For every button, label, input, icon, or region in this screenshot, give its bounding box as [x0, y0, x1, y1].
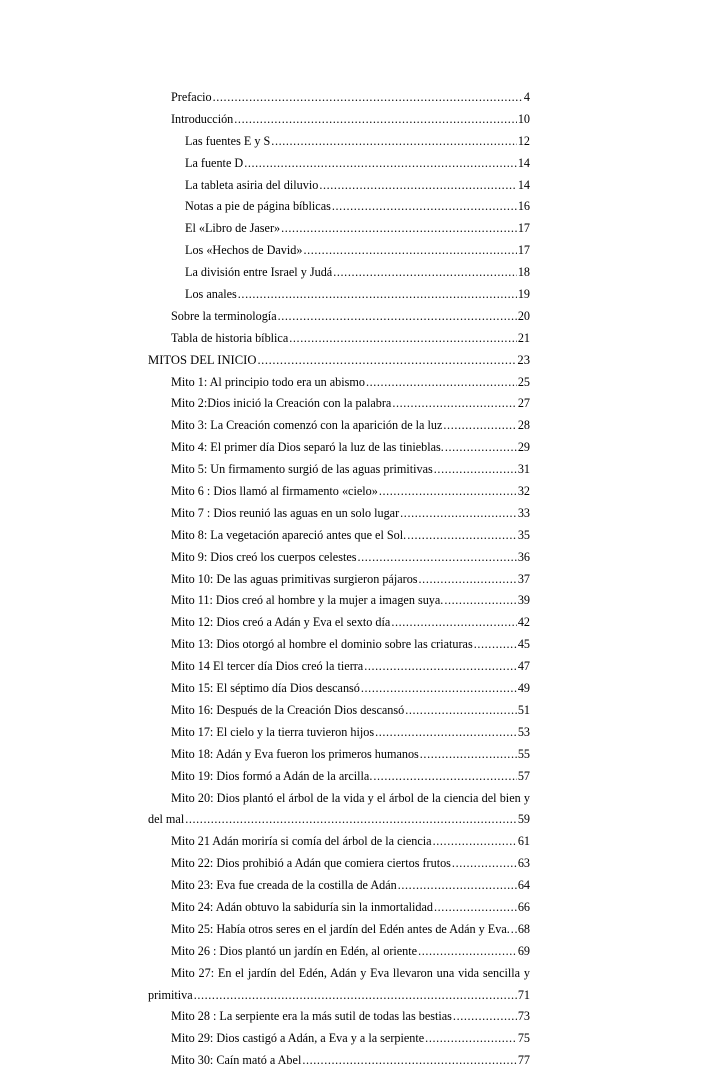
toc-entry-row	[171, 919, 530, 941]
toc-entry-title: Mito 5: Un firmamento surgió de las aguas primitivas	[171, 462, 433, 477]
toc-entry-title: Mito 20: Dios plantó el árbol de la vida y el árbol de la ciencia del bien y	[171, 790, 530, 805]
toc-page-number: 19	[517, 287, 530, 302]
toc-entry-title: Mito 30: Caín mató a Abel	[171, 1053, 302, 1068]
toc-entry-title: El «Libro de Jaser»	[185, 221, 281, 236]
toc-page-number: 27	[517, 396, 530, 411]
dot-leader	[434, 897, 517, 919]
dot-leader	[257, 350, 516, 372]
toc-page-number: 77	[517, 1053, 530, 1068]
toc-entry-title: Mito 8: La vegetación apareció antes que el Sol.	[171, 527, 407, 542]
toc-entry-row	[148, 809, 530, 831]
dot-leader	[271, 131, 517, 153]
toc-entry[interactable]	[148, 1006, 530, 1028]
toc-page-number: 12	[517, 133, 530, 148]
toc-entry-title: Los anales	[185, 287, 237, 302]
toc-entry[interactable]	[148, 569, 530, 591]
toc-page-number: 71	[517, 987, 530, 1002]
toc-entry-title: Mito 18: Adán y Eva fueron los primeros humanos	[171, 746, 419, 761]
toc-entry[interactable]	[148, 788, 530, 832]
toc-entry-title: Mito 17: El cielo y la tierra tuvieron hijos	[171, 724, 375, 739]
toc-page-number: 18	[517, 265, 530, 280]
toc-page-number: 37	[517, 571, 530, 586]
toc-page-number: 59	[517, 812, 530, 827]
dot-leader	[194, 985, 517, 1007]
toc-page-number: 28	[517, 418, 530, 433]
toc-entry[interactable]	[148, 612, 530, 634]
toc-entry-title: Tabla de historia bíblica	[171, 330, 289, 345]
dot-leader	[319, 175, 516, 197]
toc-entry[interactable]	[148, 1050, 530, 1072]
toc-entry-row	[185, 175, 530, 197]
toc-entry-title: Mito 4: El primer día Dios separó la luz de las tinieblas.	[171, 440, 444, 455]
toc-entry[interactable]	[148, 262, 530, 284]
toc-page-number: 33	[517, 505, 530, 520]
toc-page-number: 35	[517, 527, 530, 542]
dot-leader	[333, 262, 517, 284]
toc-entry[interactable]	[148, 766, 530, 788]
dot-leader	[453, 1006, 517, 1028]
toc-entry-title: Mito 10: De las aguas primitivas surgieron pájaros	[171, 571, 418, 586]
dot-leader	[433, 831, 517, 853]
toc-entry[interactable]	[148, 590, 530, 612]
toc-entry[interactable]	[148, 372, 530, 394]
toc-page-number: 32	[517, 484, 530, 499]
toc-entry-row	[171, 372, 530, 394]
toc-entry-title: Mito 23: Eva fue creada de la costilla de Adán	[171, 878, 397, 893]
toc-page-number: 29	[517, 440, 530, 455]
toc-entry-title: Mito 21 Adán moriría si comía del árbol de la ciencia	[171, 834, 432, 849]
toc-entry-title: Mito 13: Dios otorgó al hombre el dominio sobre las criaturas	[171, 637, 473, 652]
toc-entry-title: MITOS DEL INICIO	[148, 352, 257, 367]
toc-page-number: 23	[517, 352, 530, 367]
toc-entry-title: Mito 22: Dios prohibió a Adán que comiera ciertos frutos	[171, 856, 451, 871]
toc-entry-title: Mito 14 El tercer día Dios creó la tierra	[171, 659, 364, 674]
toc-entry[interactable]	[148, 240, 530, 262]
toc-entry-row	[171, 437, 530, 459]
toc-entry[interactable]	[148, 700, 530, 722]
dot-leader	[405, 700, 517, 722]
toc-entry-row	[171, 897, 530, 919]
toc-entry-title: La fuente D	[185, 155, 244, 170]
toc-entry[interactable]	[148, 131, 530, 153]
toc-entry[interactable]	[148, 1028, 530, 1050]
toc-entry[interactable]	[148, 525, 530, 547]
toc-entry[interactable]	[148, 722, 530, 744]
toc-entry-row	[171, 1028, 530, 1050]
toc-entry-title: Mito 24: Adán obtuvo la sabiduría sin la inmortalidad	[171, 899, 433, 914]
toc-entry-row	[171, 875, 530, 897]
toc-entry-title: Sobre la terminología	[171, 308, 277, 323]
dot-leader	[234, 109, 517, 131]
toc-entry[interactable]	[148, 306, 530, 328]
toc-entry-row	[171, 941, 530, 963]
toc-entry[interactable]	[148, 350, 530, 372]
toc-entry[interactable]	[148, 393, 530, 415]
toc-page-number: 21	[517, 330, 530, 345]
toc-entry-title-continuation: del mal	[148, 812, 185, 827]
dot-leader	[379, 481, 517, 503]
toc-entry-row	[171, 328, 530, 350]
toc-entry-row	[171, 766, 530, 788]
toc-entry-title: Introducción	[171, 111, 234, 126]
dot-leader	[418, 941, 517, 963]
toc-page-number: 53	[517, 724, 530, 739]
toc-page-number: 31	[517, 462, 530, 477]
toc-entry[interactable]	[148, 919, 530, 941]
toc-page-number: 57	[517, 768, 530, 783]
toc-entry-row	[185, 196, 530, 218]
dot-leader	[303, 240, 516, 262]
toc-entry-title: Mito 2:Dios inició la Creación con la palabra	[171, 396, 392, 411]
toc-page-number: 51	[517, 702, 530, 717]
dot-leader	[445, 437, 517, 459]
toc-entry-row	[171, 612, 530, 634]
dot-leader	[400, 503, 517, 525]
toc-entry-title: Mito 15: El séptimo día Dios descansó	[171, 681, 360, 696]
toc-entry[interactable]	[148, 963, 530, 1007]
toc-entry-title: La división entre Israel y Judá	[185, 265, 333, 280]
toc-entry-title: Mito 11: Dios creó al hombre y la mujer a imagen suya.	[171, 593, 444, 608]
toc-entry[interactable]	[148, 897, 530, 919]
dot-leader	[407, 525, 517, 547]
toc-page-number: 69	[517, 943, 530, 958]
dot-leader	[398, 875, 517, 897]
toc-entry-row	[171, 853, 530, 875]
toc-page-number: 42	[517, 615, 530, 630]
toc-entry[interactable]	[148, 634, 530, 656]
toc-entry-row	[148, 350, 530, 372]
toc-page-number: 75	[517, 1031, 530, 1046]
toc-entry-row	[171, 459, 530, 481]
toc-entry-row	[171, 590, 530, 612]
toc-entry-row	[171, 1050, 530, 1072]
toc-entry-row	[171, 109, 530, 131]
toc-entry-row	[171, 503, 530, 525]
toc-entry-row	[185, 284, 530, 306]
toc-entry-title: Mito 6 : Dios llamó al firmamento «cielo»	[171, 484, 378, 499]
toc-entry[interactable]	[148, 415, 530, 437]
dot-leader	[444, 590, 516, 612]
toc-entry-row	[171, 393, 530, 415]
toc-page-number: 36	[517, 549, 530, 564]
toc-entry[interactable]	[148, 678, 530, 700]
dot-leader	[366, 372, 517, 394]
toc-entry[interactable]	[148, 941, 530, 963]
toc-entry-row	[171, 634, 530, 656]
toc-entry[interactable]	[148, 328, 530, 350]
toc-entry-row	[171, 656, 530, 678]
toc-page-number: 68	[517, 921, 530, 936]
toc-entry[interactable]	[148, 437, 530, 459]
toc-entry-title: Mito 26 : Dios plantó un jardín en Edén, al oriente	[171, 943, 418, 958]
toc-entry-title: Prefacio	[171, 90, 212, 104]
toc-entry[interactable]	[148, 481, 530, 503]
toc-page-number: 39	[517, 593, 530, 608]
toc-entry-row	[185, 262, 530, 284]
toc-page-number: 4	[523, 90, 530, 104]
dot-leader	[452, 853, 517, 875]
dot-leader	[244, 153, 517, 175]
toc-page-number: 49	[517, 681, 530, 696]
toc-entry-row	[171, 744, 530, 766]
toc-entry[interactable]	[148, 284, 530, 306]
toc-page-number: 20	[517, 308, 530, 323]
toc-entry[interactable]	[148, 831, 530, 853]
toc-entry-title: Mito 28 : La serpiente era la más sutil de todas las bestias	[171, 1009, 452, 1024]
toc-page-number: 14	[517, 177, 530, 192]
toc-entry-title: Mito 19: Dios formó a Adán de la arcilla.	[171, 768, 373, 783]
toc-entry-row	[185, 153, 530, 175]
dot-leader	[364, 656, 517, 678]
toc-page-number: 55	[517, 746, 530, 761]
toc-page-number: 16	[517, 199, 530, 214]
dot-leader	[289, 328, 517, 350]
dot-leader	[213, 87, 523, 109]
toc-entry-row	[171, 831, 530, 853]
toc-entry-title: Mito 29: Dios castigó a Adán, a Eva y a la serpiente	[171, 1031, 425, 1046]
toc-entry-row	[171, 547, 530, 569]
dot-leader	[238, 284, 517, 306]
toc-entry-title: Mito 12: Dios creó a Adán y Eva el sexto día	[171, 615, 391, 630]
toc-entry-row	[171, 481, 530, 503]
toc-entry-title: Mito 7 : Dios reunió las aguas en un solo lugar	[171, 505, 400, 520]
toc-entry-title-continuation: primitiva	[148, 987, 193, 1002]
toc-entry-row	[171, 722, 530, 744]
toc-entry[interactable]	[148, 656, 530, 678]
toc-entry[interactable]	[148, 875, 530, 897]
toc-entry-title: La tableta asiria del diluvio	[185, 177, 319, 192]
dot-leader	[443, 415, 516, 437]
dot-leader	[375, 722, 517, 744]
toc-page-number: 14	[517, 155, 530, 170]
toc-entry[interactable]	[148, 175, 530, 197]
dot-leader	[474, 634, 517, 656]
toc-entry-row	[185, 131, 530, 153]
toc-page-number: 66	[517, 899, 530, 914]
toc-entry-row	[171, 415, 530, 437]
toc-page-number: 64	[517, 878, 530, 893]
dot-leader	[434, 459, 517, 481]
dot-leader	[420, 744, 517, 766]
toc-entry-row	[171, 569, 530, 591]
toc-entry-row	[171, 700, 530, 722]
toc-entry-title: Mito 16: Después de la Creación Dios descansó	[171, 702, 405, 717]
toc-entry-title: Los «Hechos de David»	[185, 243, 303, 258]
toc-entry-title: Notas a pie de página bíblicas	[185, 199, 331, 214]
toc-page-number: 10	[517, 111, 530, 126]
toc-page-number: 73	[517, 1009, 530, 1024]
toc-page-number: 47	[517, 659, 530, 674]
dot-leader	[357, 547, 516, 569]
toc-entry-row	[185, 240, 530, 262]
dot-leader	[419, 569, 517, 591]
toc-entry[interactable]	[148, 853, 530, 875]
dot-leader	[302, 1050, 516, 1072]
toc-entry[interactable]	[148, 547, 530, 569]
toc-entry-row	[171, 306, 530, 328]
toc-entry[interactable]	[148, 196, 530, 218]
toc-entry-row	[171, 1006, 530, 1028]
toc-entry[interactable]	[148, 218, 530, 240]
toc-entry[interactable]	[148, 744, 530, 766]
toc-page-number: 45	[517, 637, 530, 652]
toc-entry-title: Las fuentes E y S	[185, 133, 271, 148]
toc-page-number: 25	[517, 374, 530, 389]
toc-page-number: 17	[517, 243, 530, 258]
toc-entry[interactable]	[148, 109, 530, 131]
dot-leader	[278, 306, 517, 328]
toc-entry[interactable]	[148, 503, 530, 525]
dot-leader	[185, 809, 517, 831]
toc-page-number: 17	[517, 221, 530, 236]
toc-entry-row	[171, 525, 530, 547]
dot-leader	[425, 1028, 517, 1050]
toc-entry-title: Mito 3: La Creación comenzó con la aparición de la luz	[171, 418, 443, 433]
dot-leader	[332, 196, 517, 218]
toc-entry-title: Mito 27: En el jardín del Edén, Adán y Eva llevaron una vida sencilla y	[171, 965, 530, 980]
dot-leader	[392, 393, 516, 415]
toc-entry[interactable]	[148, 87, 530, 109]
toc-entry-row	[148, 985, 530, 1007]
dot-leader	[281, 218, 517, 240]
dot-leader	[391, 612, 516, 634]
toc-entry[interactable]	[148, 153, 530, 175]
toc-entry-title: Mito 9: Dios creó los cuerpos celestes	[171, 549, 357, 564]
table-of-contents	[148, 87, 530, 1072]
toc-entry-title: Mito 25: Había otros seres en el jardín del Edén antes de Adán y Eva.	[171, 921, 510, 936]
dot-leader	[373, 766, 516, 788]
dot-leader	[511, 919, 517, 941]
toc-page-number: 61	[517, 834, 530, 849]
toc-entry[interactable]	[148, 459, 530, 481]
toc-entry-row	[171, 678, 530, 700]
toc-entry-title: Mito 1: Al principio todo era un abismo	[171, 374, 365, 389]
dot-leader	[361, 678, 517, 700]
toc-entry-row	[185, 218, 530, 240]
toc-page-number: 63	[517, 856, 530, 871]
toc-entry-row	[171, 87, 530, 109]
